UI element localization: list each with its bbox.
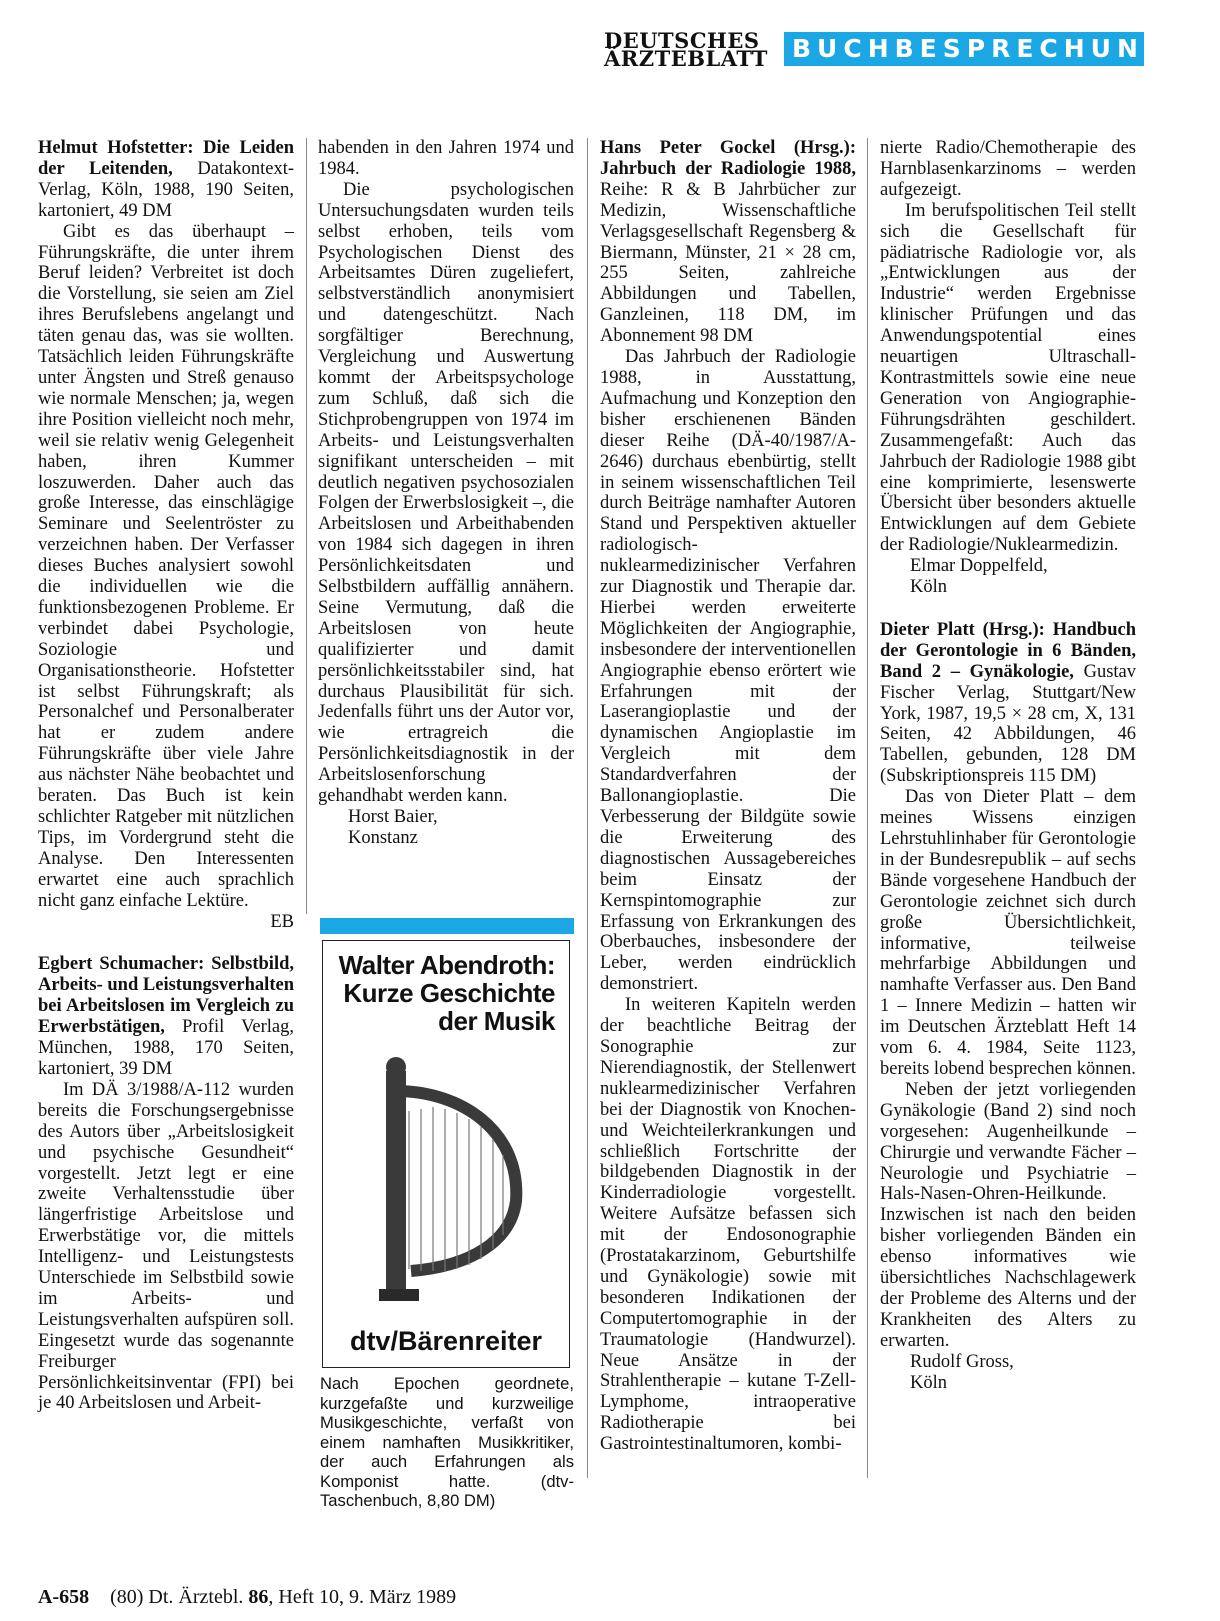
review-signature: EB [270,911,294,932]
review-signature-name: Horst Baier, [348,807,438,827]
masthead-line-2: ÄRZTEBLATT [604,46,768,71]
review-body: Neben der jetzt vorliegenden Gynäkologie (Band 2) sind noch vorgesehen: Augenheilkunde – Chirurgie und verwandte Fächer – Neurologie und Psychiatrie – Hals-Nasen-Ohren-Heilkunde. Inzwischen ist nach den beiden bisher vorliegenden Bänden ein ebenso informatives wie übersichtliches Nachschlagewerk der Probleme des Alterns und der Krankheiten des Alters zu erwarten. [880,1079,1136,1351]
harp-illustration [351,1051,531,1306]
review-heading [38,138,294,222]
review-body: Das Jahrbuch der Radiologie 1988, in Ausstattung, Aufmachung und Konzeption den bisher erschienenen Bänden dieser Reihe (DÄ-40/1987/A-2646) durchaus ebenbürtig, stellt in seinem wissenschaftlichen Teil durch Beiträge namhafter Autoren Stand und Perspektiven aktueller radiologisch-nuklearmedizinischer Verfahren zur Diagnostik und Therapie dar. Hierbei werden erweiterte Möglichkeiten der Angiographie, insbesondere der interventionellen Angiographie ebenso erörtert wie Erfahrungen mit der Laserangioplastie und der dynamischen Angioplastie im Vergleich mit dem Standardverfahren der Ballonangioplastie. Die Verbesserung der Bildgüte sowie die Erweiterung des diagnostischen Aussagebereiches beim Einsatz der Kernspintomographie zur Erfassung von Erkrankungen des Oberbauches, insbesondere der Leber, werden eindrücklich demonstriert. [600,347,856,995]
review-title: Egbert Schumacher: Selbstbild, Arbeits- und Leistungsverhalten bei Arbeitslosen im Vergleich zu Erwerbstätigen, [38,954,294,1038]
review-title: Hans Peter Gockel (Hrsg.): Jahrbuch der Radiologie 1988, [600,138,856,179]
review-signature-city: Köln [910,1372,947,1393]
review-bibliography: Reihe: R & B Jahrbücher zur Medizin, Wissenschaftliche Verlagsgesellschaft Regensberg & Biermann, Münster, 21 × 28 cm, 255 Seiten, zahlreiche Abbildungen und Tabellen, Ganzleinen, 118 DM, im Abonnement 98 DM [600,179,856,347]
column-1 [38,138,294,1414]
column-rule [867,138,868,1478]
review-heading [880,620,1136,787]
column-3 [600,138,856,1455]
review-body: Im berufspolitischen Teil stellt sich die Gesellschaft für pädiatrische Radiologie vor, als „Entwicklungen aus der Industrie“ werden Ergebnisse klinischer Prüfungen und das Anwendungspotential eines neuartigen Ultraschall-Kontrastmittels sowie eine neue Generation von Angiographie-Führungsdrähten geschildert. Zusammengefaßt: Auch das Jahrbuch der Radiologie 1988 gibt eine komprimierte, lesenswerte Übersicht über besonders aktuelle Entwicklungen auf dem Gebiete der Radiologie/Nuklearmedizin. [880,200,1136,556]
ad-accent-bar [320,918,574,934]
review-title: Dieter Platt (Hrsg.): Handbuch der Gerontologie in 6 Bänden, Band 2 – Gynäkologie, [880,619,1136,682]
review-signature-city: Konstanz [348,827,418,848]
review-title: Helmut Hofstetter: Die Leiden der Leitenden, [38,138,294,179]
review-body-continued: nierte Radio/Chemotherapie des Harnblasenkarzinoms – werden aufgezeigt. [880,138,1136,200]
column-2 [318,138,574,849]
review-body: Gibt es das überhaupt – Führungskräfte, die unter ihrem Beruf leiden? Verbreitet ist doch die Vorstellung, sie seien am Ziel ihres Berufslebens angelangt und täten genau das, was sie wollten. Tatsächlich leiden Führungskräfte unter Ängsten und Streß genauso wie normale Menschen; ja, wegen ihre Position vielleicht noch mehr, weil sie relativ wenig Gelegenheit haben, ihren Kummer loszuwerden. Daher auch das große Interesse, das einschlägige Seminare und Seelentröster zu verzeichnen haben. Der Verfasser dieses Buches analysiert sowohl die individuellen wie die funktionsbezogenen Probleme. Er verbindet dabei Psychologie, Soziologie und Organisationstheorie. Hofstetter ist selbst Führungskraft; als Personalchef und Personalberater hat er zudem andere Führungskräfte über viele Jahre aus nächster Nähe beobachtet und beraten. Das Buch ist kein schlichter Ratgeber mit nützlichen Tips, im Vordergrund steht die Analyse. Den Interessenten erwartet eine auch sprachlich nicht ganz einfache Lektüre. [38,221,294,911]
review-signature-name: Elmar Doppelfeld, [910,556,1048,577]
page-footer [38,1586,456,1609]
review-signature-city: Köln [910,577,947,598]
column-rule [306,138,307,914]
citation-volume: 86 [248,1586,269,1608]
review-body: Im DÄ 3/1988/A-112 wurden bereits die Forschungsergebnisse des Autors über „Arbeitslosigkeit und psychische Gesundheit“ vorgestellt. Jetzt legt er eine zweite Verhaltensstudie über längerfristige Arbeitslose und Erwerbstätige vor, die mittels Intelligenz- und Leistungstests Unterschiede im Selbstbild sowie im Arbeits- und Leistungsverhalten aufspüren soll. Eingesetzt wurde das sogenannte Freiburger Persönlichkeitsinventar (FPI) bei je 40 Arbeitslosen und Arbeit- [38,1079,294,1414]
review-bibliography: Profil Verlag, München, 1988, 170 Seiten, kartoniert, 39 DM [38,1017,294,1079]
review-bibliography: Gustav Fischer Verlag, Stuttgart/New York, 1987, 19,5 × 28 cm, X, 131 Seiten, 42 Abbildungen, 46 Tabellen, gebunden, 128 DM (Subskriptionspreis 115 DM) [880,661,1136,787]
section-banner: BUCHBESPRECHUNGEN [784,32,1144,66]
column-4 [880,138,1136,1393]
page-number: A-658 [38,1586,90,1608]
citation-prefix: (80) Dt. Ärztebl. [110,1586,244,1608]
review-body: In weiteren Kapiteln werden der beachtliche Beitrag der Sonographie zur Nierendiagnostik, der Stellenwert nuklearmedizinischer Verfahren bei der Diagnostik von Knochen- und Weichteilerkrankungen und schließlich Fortschritte der bildgebenden Diagnostik in der Kinderradiologie vorgestellt. Weitere Aufsätze befassen sich mit der Endosonographie (Prostatakarzinom, Geburtshilfe und Gynäkologie) sowie mit besonderen Indikationen der Computertomographie in der Traumatologie (Handwurzel). Neue Ansätze in der Strahlentherapie – kutane T-Zell-Lymphome, intraoperative Radiotherapie bei Gastrointestinaltumoren, kombi- [600,995,856,1455]
masthead-logo [604,28,774,71]
masthead-line-1: DEUTSCHES [604,28,760,53]
book-advertisement [322,940,570,1368]
review-bibliography: Datakontext-Verlag, Köln, 1988, 190 Seiten, kartoniert, 49 DM [38,158,294,221]
ad-title: Walter Abendroth: Kurze Geschichte der Musik [338,950,555,1036]
ad-publisher: dtv/Bärenreiter [349,1326,543,1356]
column-rule [587,138,588,1478]
review-body: Das von Dieter Platt – dem meines Wissens einzigen Lehrstuhlinhaber für Gerontologie in der Bundesrepublik – auf sechs Bände vorgesehene Handbuch der Gerontologie zeichnet sich durch große Übersichtlichkeit, informative, teilweise mehrfarbige Abbildungen und namhafte Verfasser aus. Den Band 1 – Innere Medizin – hatten wir im Deutschen Ärzteblatt Heft 14 vom 6. 4. 1984, Seite 1123, bereits lobend besprechen können. [880,787,1136,1079]
review-body: Die psychologischen Untersuchungsdaten wurden teils selbst erhoben, teils vom Psychologischen Dienst des Arbeitsamtes Düren zugeliefert, selbstverständlich anonymisiert und datengeschützt. Nach sorgfältiger Berechnung, Vergleichung und Auswertung kommt der Arbeitspsychologe zum Schluß, daß sich die Stichprobengruppen von 1974 im Arbeits- und Leistungsverhalten signifikant unterscheiden – mit deutlich negativen psychosozialen Folgen der Erwerbslosigkeit –, die Arbeitslosen und Arbeithabenden von 1984 sich dagegen in ihren Persönlichkeitsdaten und Selbstbildern auffällig annähern. Seine Vermutung, daß die Arbeitslosen von heute qualifizierter und damit persönlichkeitsstabiler sind, hat durchaus Plausibilität für sich. Jedenfalls führt uns der Autor vor, wie ertragreich die Persönlichkeitsdiagnostik in der Arbeitslosenforschung gehandhabt werden kann. [318,179,574,807]
review-heading [600,138,856,347]
ad-caption: Nach Epochen geordnete, kurzgefaßte und kurzweilige Musikgeschichte, verfaßt von einem namhaften Musikkritiker, der auch Erfahrungen als Komponist hatte. (dtv-Taschenbuch, 8,80 DM) [320,1374,574,1510]
review-heading [38,954,294,1079]
citation-suffix: , Heft 10, 9. März 1989 [268,1586,457,1608]
review-body-continued: habenden in den Jahren 1974 und 1984. [318,138,574,179]
review-signature-name: Rudolf Gross, [910,1351,1014,1372]
